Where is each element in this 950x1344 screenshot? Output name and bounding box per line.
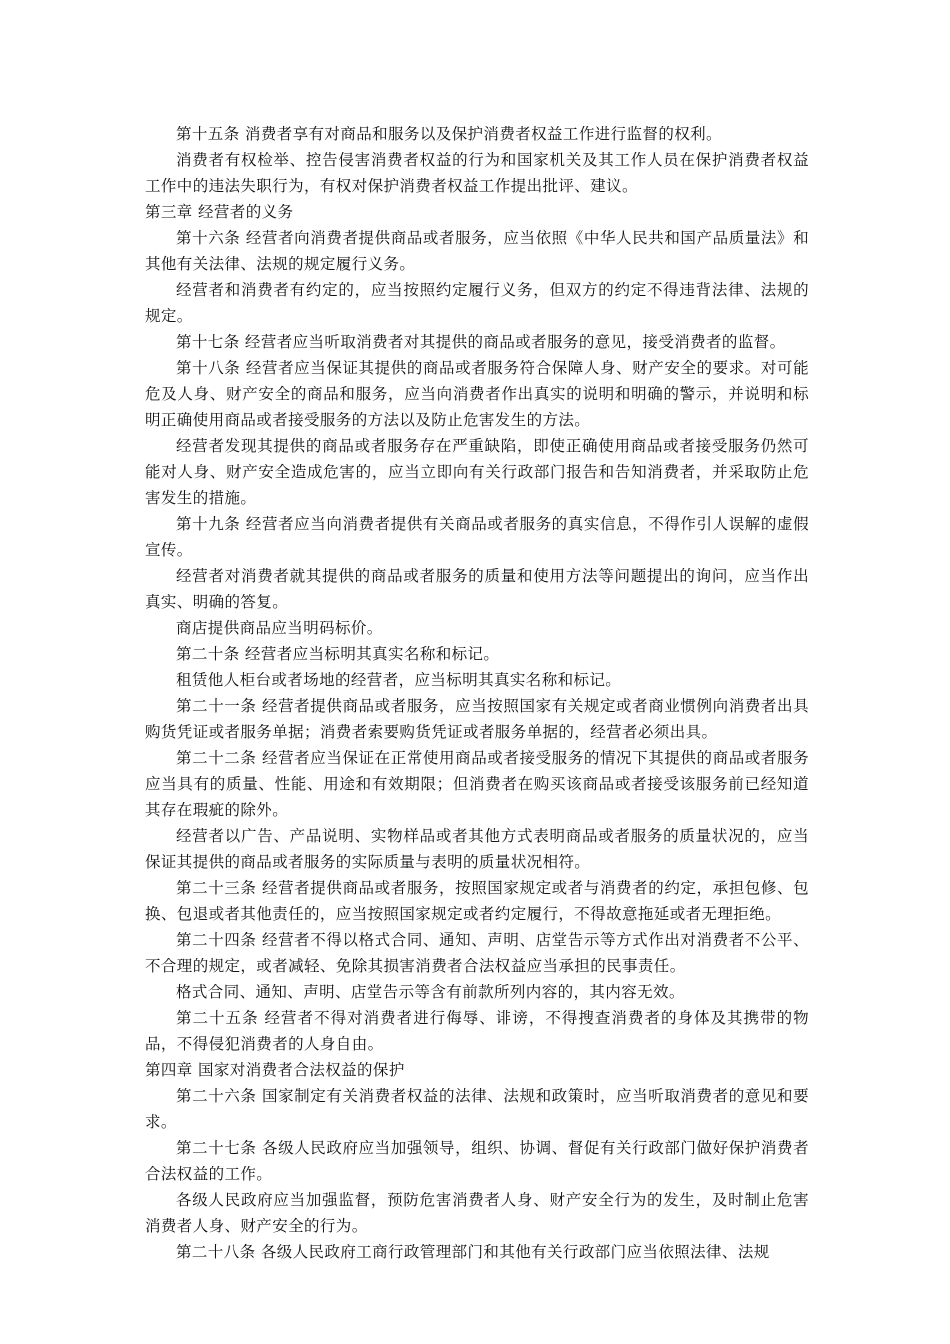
- paragraph: 第二十七条 各级人民政府应当加强领导，组织、协调、督促有关行政部门做好保护消费者合法权益的工作。: [145, 1139, 809, 1183]
- paragraph: 消费者有权检举、控告侵害消费者权益的行为和国家机关及其工作人员在保护消费者权益工作中的违法失职行为，有权对保护消费者权益工作提出批评、建议。: [145, 151, 809, 195]
- chapter-heading: 第四章 国家对消费者合法权益的保护: [145, 1061, 405, 1079]
- paragraph: 租赁他人柜台或者场地的经营者，应当标明其真实名称和标记。: [176, 671, 622, 689]
- paragraph: 第十五条 消费者享有对商品和服务以及保护消费者权益工作进行监督的权利。: [176, 125, 722, 143]
- paragraph: 第十六条 经营者向消费者提供商品或者服务，应当依照《中华人民共和国产品质量法》和其他有关法律、法规的规定履行义务。: [145, 229, 809, 273]
- document-body: [145, 121, 809, 1265]
- paragraph: 经营者以广告、产品说明、实物样品或者其他方式表明商品或者服务的质量状况的，应当保证其提供的商品或者服务的实际质量与表明的质量状况相符。: [145, 827, 809, 871]
- paragraph: 第二十一条 经营者提供商品或者服务，应当按照国家有关规定或者商业惯例向消费者出具购货凭证或者服务单据；消费者索要购货凭证或者服务单据的，经营者必须出具。: [145, 697, 809, 741]
- paragraph: 第十九条 经营者应当向消费者提供有关商品或者服务的真实信息，不得作引人误解的虚假宣传。: [145, 515, 809, 559]
- paragraph: 格式合同、通知、声明、店堂告示等含有前款所列内容的，其内容无效。: [176, 983, 685, 1001]
- paragraph: 经营者和消费者有约定的，应当按照约定履行义务，但双方的约定不得违背法律、法规的规定。: [145, 281, 809, 325]
- paragraph: 经营者对消费者就其提供的商品或者服务的质量和使用方法等问题提出的询问，应当作出真实、明确的答复。: [145, 567, 809, 611]
- paragraph: 第二十四条 经营者不得以格式合同、通知、声明、店堂告示等方式作出对消费者不公平、不合理的规定，或者减轻、免除其损害消费者合法权益应当承担的民事责任。: [145, 931, 809, 975]
- paragraph: 第二十二条 经营者应当保证在正常使用商品或者接受服务的情况下其提供的商品或者服务应当具有的质量、性能、用途和有效期限；但消费者在购买该商品或者接受该服务前已经知道其存在瑕疵的除外。: [145, 749, 809, 819]
- paragraph: 第二十条 经营者应当标明其真实名称和标记。: [176, 645, 500, 663]
- chapter-heading: 第三章 经营者的义务: [145, 203, 294, 221]
- paragraph: 第二十六条 国家制定有关消费者权益的法律、法规和政策时，应当听取消费者的意见和要求。: [145, 1087, 809, 1131]
- paragraph: 商店提供商品应当明码标价。: [176, 619, 383, 637]
- paragraph: 第十八条 经营者应当保证其提供的商品或者服务符合保障人身、财产安全的要求。对可能危及人身、财产安全的商品和服务，应当向消费者作出真实的说明和明确的警示，并说明和标明正确使用商品或者接受服务的方法以及防止危害发生的方法。: [145, 359, 809, 429]
- paragraph: 经营者发现其提供的商品或者服务存在严重缺陷，即使正确使用商品或者接受服务仍然可能对人身、财产安全造成危害的，应当立即向有关行政部门报告和告知消费者，并采取防止危害发生的措施。: [145, 437, 809, 507]
- paragraph: 第二十八条 各级人民政府工商行政管理部门和其他有关行政部门应当依照法律、法规: [176, 1243, 770, 1261]
- paragraph: 第十七条 经营者应当听取消费者对其提供的商品或者服务的意见，接受消费者的监督。: [176, 333, 786, 351]
- paragraph: 第二十三条 经营者提供商品或者服务，按照国家规定或者与消费者的约定，承担包修、包换、包退或者其他责任的，应当按照国家规定或者约定履行，不得故意拖延或者无理拒绝。: [145, 879, 809, 923]
- paragraph: 第二十五条 经营者不得对消费者进行侮辱、诽谤，不得搜查消费者的身体及其携带的物品，不得侵犯消费者的人身自由。: [145, 1009, 809, 1053]
- paragraph: 各级人民政府应当加强监督，预防危害消费者人身、财产安全行为的发生，及时制止危害消费者人身、财产安全的行为。: [145, 1191, 809, 1235]
